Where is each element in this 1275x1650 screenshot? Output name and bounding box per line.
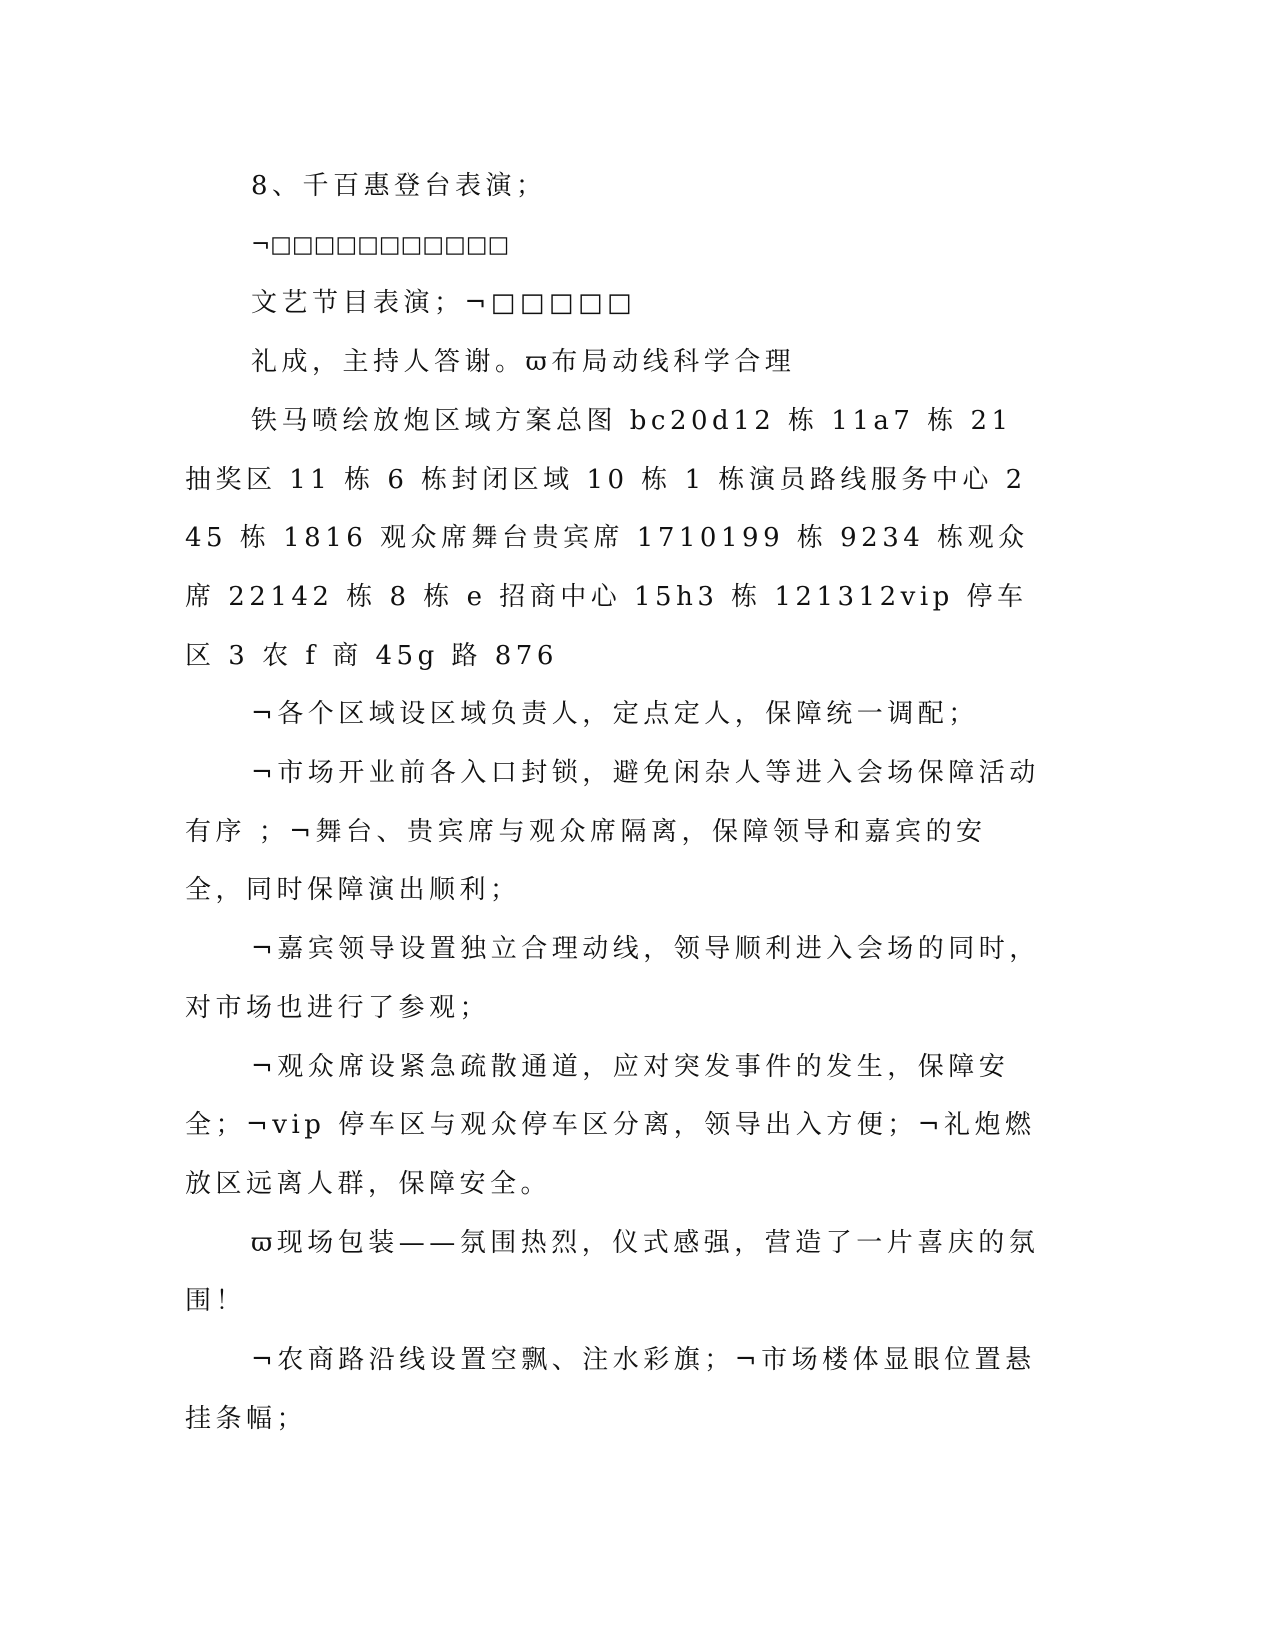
paragraph-decoration-details: ¬农商路沿线设置空飘、注水彩旗；¬市场楼体显眼位置悬挂条幅； (185, 1345, 1036, 1434)
paragraph-art-show: 文艺节目表演；¬□□□□□ (251, 288, 637, 319)
document-body (185, 157, 1045, 1448)
paragraph-zone-managers: ¬各个区域设区域负责人，定点定人，保障统一调配； (251, 699, 979, 730)
paragraph-site-plan: 铁马喷绘放炮区域方案总图 bc20d12 栋 11a7 栋 21 抽奖区 11 栋 6 栋封闭区域 10 栋 1 栋演员路线服务中心 245 栋 1816 观众席舞台贵宾席 1710199 栋 9234 栋观众席 22142 栋 8 栋 e 招商中心 15h3 栋 121312vip 停车区 3 农 f 商 45g 路 876 (185, 405, 1029, 671)
paragraph-garbled-1 (185, 216, 1045, 275)
garbled-text: ¬□□□□□□□□□□□ (251, 231, 510, 258)
paragraph-entrance-lockdown: ¬市场开业前各入口封锁，避免闲杂人等进入会场保障活动有序 ；¬舞台、贵宾席与观众席隔离，保障领导和嘉宾的安全，同时保障演出顺利； (185, 758, 1040, 906)
paragraph-evacuation: ¬观众席设紧急疏散通道，应对突发事件的发生，保障安全；¬vip 停车区与观众停车区分离，领导出入方便；¬礼炮燃放区远离人群，保障安全。 (185, 1051, 1036, 1199)
paragraph-guest-route: ¬嘉宾领导设置独立合理动线，领导顺利进入会场的同时，对市场也进行了参观； (185, 934, 1040, 1023)
paragraph-decoration-heading: ϖ现场包装——氛围热烈，仪式感强，营造了一片喜庆的氛围！ (185, 1227, 1040, 1317)
paragraph-ceremony-end: 礼成，主持人答谢。ϖ布局动线科学合理 (251, 347, 796, 378)
paragraph-performance: 8、千百惠登台表演； (251, 171, 547, 201)
